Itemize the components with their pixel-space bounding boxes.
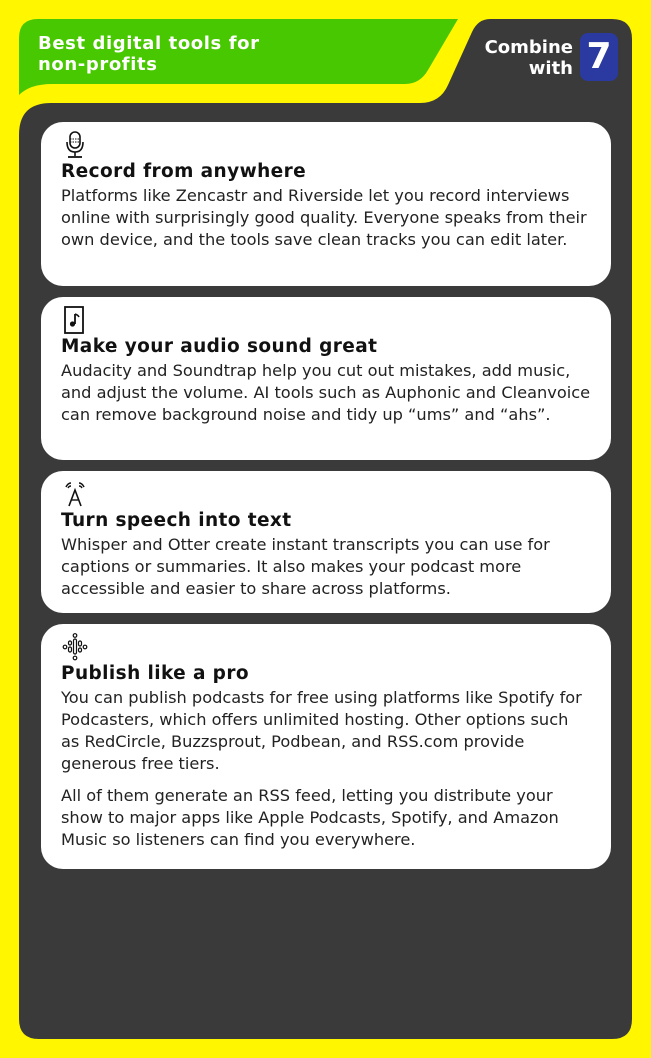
microphone-icon [61,130,89,160]
header-title [38,33,260,75]
card-body: Platforms like Zencastr and Riverside let you record interviews online with surprisingly good quality. Everyone speaks from their own device, and the tools save clean tracks you can edit later. [61,186,587,249]
card-body: All of them generate an RSS feed, letting you distribute your show to major apps like Apple Podcasts, Spotify, and Amazon Music so listeners can find you everywhere. [61,786,559,849]
combine-line2: with [528,58,573,79]
card-audio [41,297,611,460]
card-list [41,122,611,880]
card-title: Publish like a pro [61,663,249,684]
card-body: You can publish podcasts for free using platforms like Spotify for Podcasters, which offers unlimited hosting. Other options such as RedCircle, Buzzsprout, Podbean, and RSS.com provide generous free tiers. [61,688,582,773]
combine-label [485,37,573,79]
card-publish [41,624,611,869]
combine-number-badge: 7 [580,33,618,81]
speech-to-text-icon [61,479,89,509]
combine-line1: Combine [484,37,573,58]
card-title: Record from anywhere [61,161,307,182]
music-file-icon [61,305,89,335]
card-record [41,122,611,286]
card-body: Audacity and Soundtrap help you cut out mistakes, add music, and adjust the volume. AI tools such as Auphonic and Cleanvoice can remove background noise and tidy up “ums” and “ahs”. [61,361,591,424]
header-title-line1: Best digital tools for [38,33,260,54]
header-title-line2: non-profits [38,54,158,75]
card-title: Make your audio sound great [61,336,378,357]
card-speech [41,471,611,613]
card-body: Whisper and Otter create instant transcripts you can use for captions or summaries. It also makes your podcast more accessible and easier to share across platforms. [61,535,550,598]
card-title: Turn speech into text [61,510,292,531]
podcast-icon [61,632,89,662]
